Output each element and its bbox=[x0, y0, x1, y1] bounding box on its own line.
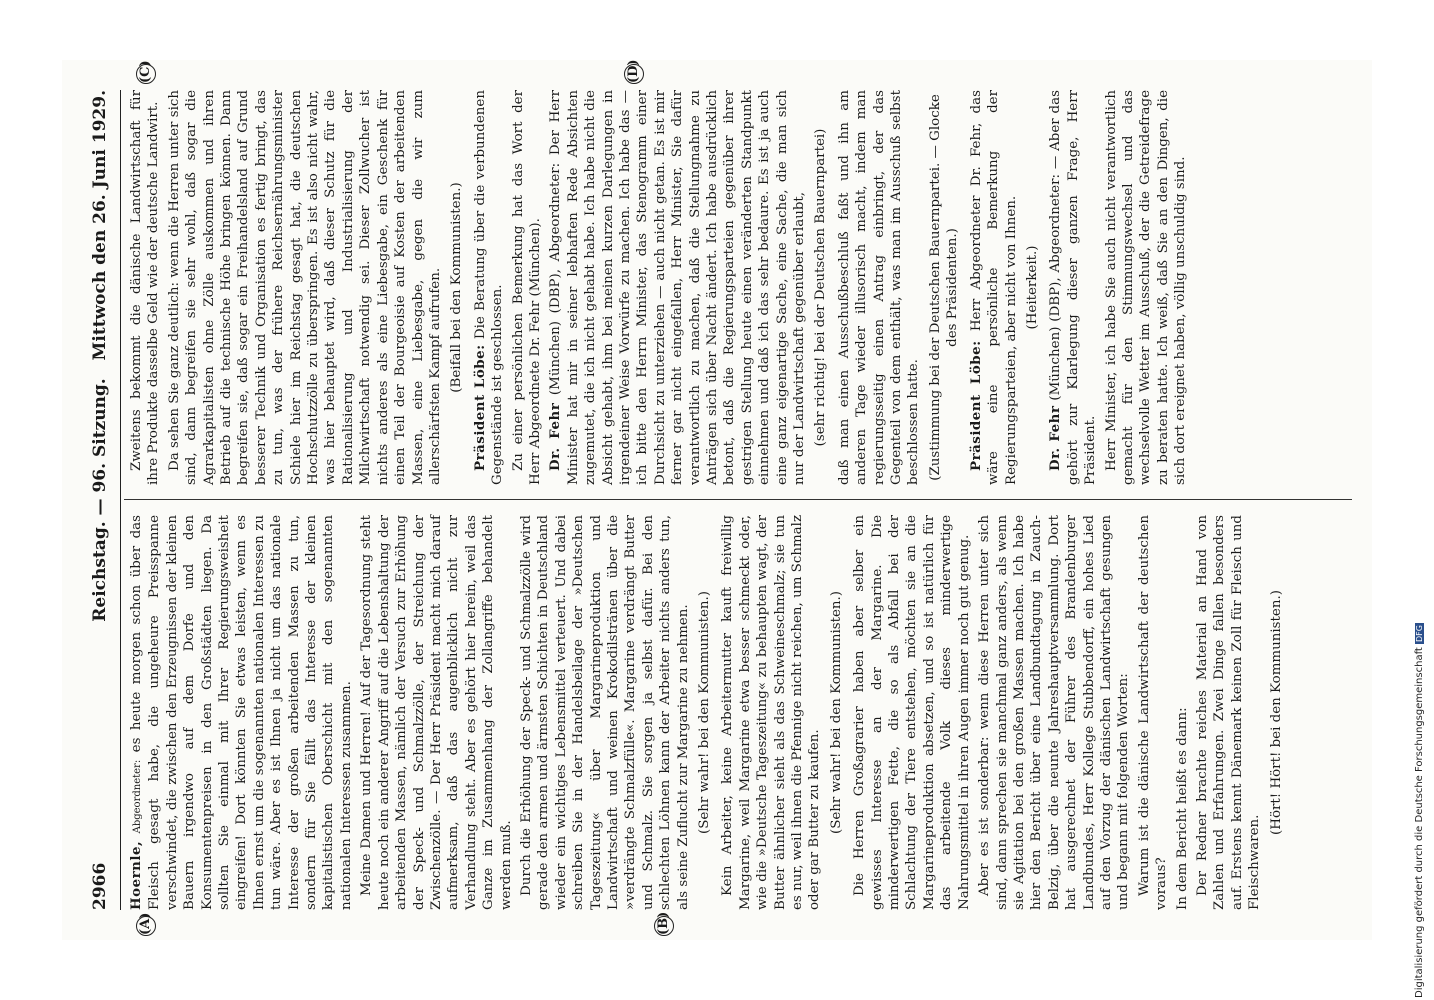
interjection: (Beifall bei den Kommunisten.) bbox=[449, 182, 465, 393]
page-number: 2966 bbox=[90, 862, 110, 910]
paragraph: Durch die Erhöhung der Speck- und Schmalzzölle wird gerade den armen und ärmsten Schichten in Deutschland wieder ein wichtiges Lebensmittel verteuert. Und dabei schreiben Sie in der Handelsbeilage der »Deutschen Tageszeitung« über Margarineproduktion und Landwirtschaft und weinen Krokodilstränen über die »verdrängte Schmalzfülle«. Margarine verdrängt Butter und Schmalz. Sie sorgen ja selbst dafür. Bei den schlechten Löhnen kann der Arbeiter nichts anders tun, als seine Zuflucht zur Margarine zu nehmen. bbox=[518, 515, 691, 910]
paragraph: Aber es ist sonderbar: wenn diese Herren unter sich sind, dann sprechen sie manchmal ganz anders, als wenn sie Agitation bei den großen Massen machen. Ich habe hier den Bericht über eine Landbundtagung in Zauch-Belzig, über die neunte Jahreshauptversammlung. Dort hat ausgerechnet der Führer des Brandenburger Landbundes, Herr Kollege Stubbendorff, ein hohes Lied auf den Vorzug der dänischen Landwirtschaft gesungen und begann mit folgenden Worten: bbox=[977, 515, 1132, 910]
interjection: (sehr richtig! bei der Deutschen Bauernpartei) bbox=[813, 128, 829, 447]
paragraph: Herr Minister, ich habe Sie auch nicht verantwortlich gemacht für den Stimmungswechsel und das wechselvolle Wetter im Ausschuß, der die Getreidefrage zu beraten hatte. Ich weiß, daß Sie an den Dingen, die sich dort ereignet haben, völlig unschuldig sind. bbox=[1103, 90, 1189, 485]
right-column bbox=[128, 90, 1193, 485]
speaker-name: Präsident Löbe: bbox=[471, 344, 488, 471]
margin-marker-b: (B) bbox=[654, 916, 674, 936]
quote: Warum ist die dänische Landwirtschaft der deutschen voraus? bbox=[1136, 515, 1170, 910]
paragraph: Hoernle, Abgeordneter: es heute morgen schon über das Fleisch gesagt habe, die ungeheure Preisspanne verschwindet, die zwischen den Erzeugnissen der kleinen Bauern irgendwo auf dem Dorfe und den Konsumentenpreisen in den Großstädten liegen. Da sollten Sie einmal mit Ihrer Regierungsweisheit eingreifen! Dort könnten Sie etwas leisten, wenn es Ihnen ernst um die sogenannten nationalen Interessen zu tun wäre. Aber es ist Ihnen ja nicht um das nationale Interesse der großen arbeitenden Massen zu tun, sondern für Sie fällt das Interesse der kleinen kapitalistischen Oberschicht mit den sogenannten nationalen Interessen zusammen. bbox=[128, 515, 354, 910]
paragraph: Die Herren Großagrarier haben aber selber ein gewisses Interesse an der Margarine. Die minderwertigen Fette, die so als Abfall bei der Schlachtung der Tiere entstehen, möchten sie an die Margarineproduktion absetzen, und so ist natürlich für das arbeitende Volk dieses minderwertige Nahrungsmittel in ihren Augen immer noch gut genug. bbox=[852, 515, 972, 910]
interjection: (Sehr wahr! bei den Kommunisten.) bbox=[828, 590, 844, 835]
margin-marker-c: (C) bbox=[136, 64, 156, 84]
paragraph: Dr. Fehr (München) (DBP), Abgeordneter: — Aber das gehört zur Klarlegung dieser ganzen Frage, Herr Präsident. bbox=[1047, 90, 1099, 485]
speaker-name: Hoernle, bbox=[128, 840, 144, 910]
speaker-name: Dr. Fehr bbox=[1047, 405, 1064, 471]
interjection: (Zustimmung bei der Deutschen Bauernpartei. — Glocke des Präsidenten.) bbox=[927, 94, 961, 481]
credit-text: Digitalisierung gefördert durch die Deutsche Forschungsgemeinschaft bbox=[1414, 647, 1425, 998]
paragraph: Präsident Löbe: Herr Abgeordneter Dr. Fehr, das wäre eine persönliche Bemerkung der Regierungsparteien, aber nicht von Ihnen. bbox=[967, 90, 1019, 485]
paragraph: Kein Arbeiter, keine Arbeitermutter kauft freiwillig Margarine, weil Margarine etwa besser schmeckt oder, wie die »Deutsche Tageszeitung« zu behaupten wagt, der Butter ähnlicher sieht als das Schweineschmalz; sie tun es nur, weil ihnen die Pfennige nicht reichen, um Schmalz oder gar Butter zu kaufen. bbox=[720, 515, 823, 910]
paragraph: Da sehen Sie ganz deutlich: wenn die Herren unter sich sind, dann begreifen sie sehr wohl, daß sogar die Agrarkapitalisten ohne Zölle auskommen und ihren Betrieb auf die technische Höhe bringen können. Dann begreifen sie, daß sogar ein Freihandelsland auf Grund besserer Technik und Organisation es fertig bringt, das zu tun, was der frühere Reichsernährungsminister Schiele hier im Reichstag gesagt hat, die deutschen Hochschutzzölle zu überspringen. Es ist also nicht wahr, was hier behauptet wird, daß dieser Schutz für die Rationalisierung und Industrialisierung der Milchwirtschaft notwendig sei. Dieser Zollwucher ist nichts anderes als eine Liebesgabe, ein Geschenk für einen Teil der Bourgeoisie auf Kosten der arbeitenden Massen, eine Liebesgabe, gegen die wir zum allerschärfsten Kampf aufrufen. bbox=[166, 90, 443, 485]
interjection: (Hört! Hört! bei den Kommunisten.) bbox=[1268, 590, 1284, 835]
paragraph: daß man einen Ausschußbeschluß faßt und ihn am anderen Tage wieder illusorisch macht, indem man regierungsseitig einen Antrag einbringt, der das Gegenteil von dem enthält, was man im Ausschuß selbst beschlossen hatte. bbox=[836, 90, 922, 485]
paragraph: Präsident Löbe: Die Beratung über die verbundenen Gegenstände ist geschlossen. bbox=[471, 90, 506, 485]
interjection: (Heiterkeit.) bbox=[1024, 245, 1040, 330]
quote: Der Redner brachte reiches Material an Hand von Zahlen und Erfahrungen. Zwei Dinge fallen besonders auf. Erstens kennt Dänemark keinen Zoll für Fleisch und Fleischwaren. bbox=[1194, 515, 1263, 910]
session-date: Mittwoch den 26. Juni 1929. bbox=[90, 90, 110, 361]
session-title: Reichstag. — 96. Sitzung. bbox=[90, 378, 110, 622]
interjection: (Sehr wahr! bei den Kommunisten.) bbox=[697, 590, 712, 835]
margin-marker-a: (A) bbox=[136, 916, 156, 936]
left-column bbox=[128, 515, 1291, 910]
speaker-name: Dr. Fehr bbox=[547, 402, 564, 471]
paragraph: Zu einer persönlichen Bemerkung hat das Wort der Herr Abgeordnete Dr. Fehr (München). bbox=[510, 90, 543, 485]
header-rule bbox=[120, 90, 121, 910]
speaker-name: Präsident Löbe: bbox=[967, 340, 984, 471]
column-divider bbox=[124, 499, 1352, 500]
dfg-logo: DFG bbox=[1415, 625, 1424, 642]
page-header bbox=[90, 90, 118, 910]
document-page bbox=[62, 60, 1372, 940]
quote: Zweitens bekommt die dänische Landwirtschaft für ihre Produkte dasselbe Geld wie der deutsche Landwirt. bbox=[129, 90, 162, 485]
paragraph: Meine Damen und Herren! Auf der Tagesordnung steht heute noch ein anderer Angriff auf die Lebenshaltung der arbeitenden Massen, nämlich der Versuch zur Erhöhung der Speck- und Schmalzzölle, der Streichung der Zwischenzölle. — Der Herr Präsident macht mich darauf aufmerksam, daß das augenblicklich nicht zur Verhandlung steht. Aber es gehört hier herein, weil das Ganze im Zusammenhang der Zollangriffe behandelt werden muß. bbox=[359, 515, 514, 910]
digitization-credit bbox=[1414, 8, 1430, 998]
speaker-role: Abgeordneter: bbox=[132, 759, 143, 834]
paragraph: Dr. Fehr (München) (DBP), Abgeordneter: Der Herr Minister hat mir in seiner lebhaften Rede Absichten zugemutet, die ich nicht gehabt habe. Ich habe nicht die Absicht gehabt, ihm bei meinen kurzen Darlegungen in irgendeiner Weise Vorwürfe zu machen. Ich habe das — ich bitte den Herrn Minister, das Stenogramm einer Durchsicht zu unterziehen — auch nicht getan. Es ist mir ferner gar nicht eingefallen, Herr Minister, Sie dafür verantwortlich zu machen, daß die Stellungnahme zu Anträgen sich über Nacht ändert. Ich habe ausdrücklich betont, daß die Regierungsparteien gegenüber ihrer gestrigen Stellung heute einen veränderten Standpunkt einnehmen und daß ich das sehr bedaure. Es ist ja auch eine ganz eigenartige Sache, eine Sache, die man sich nur der Landwirtschaft gegenüber erlaubt, bbox=[547, 90, 808, 485]
paragraph: In dem Bericht heißt es dann: bbox=[1174, 707, 1190, 910]
margin-marker-d: (D) bbox=[624, 64, 644, 84]
